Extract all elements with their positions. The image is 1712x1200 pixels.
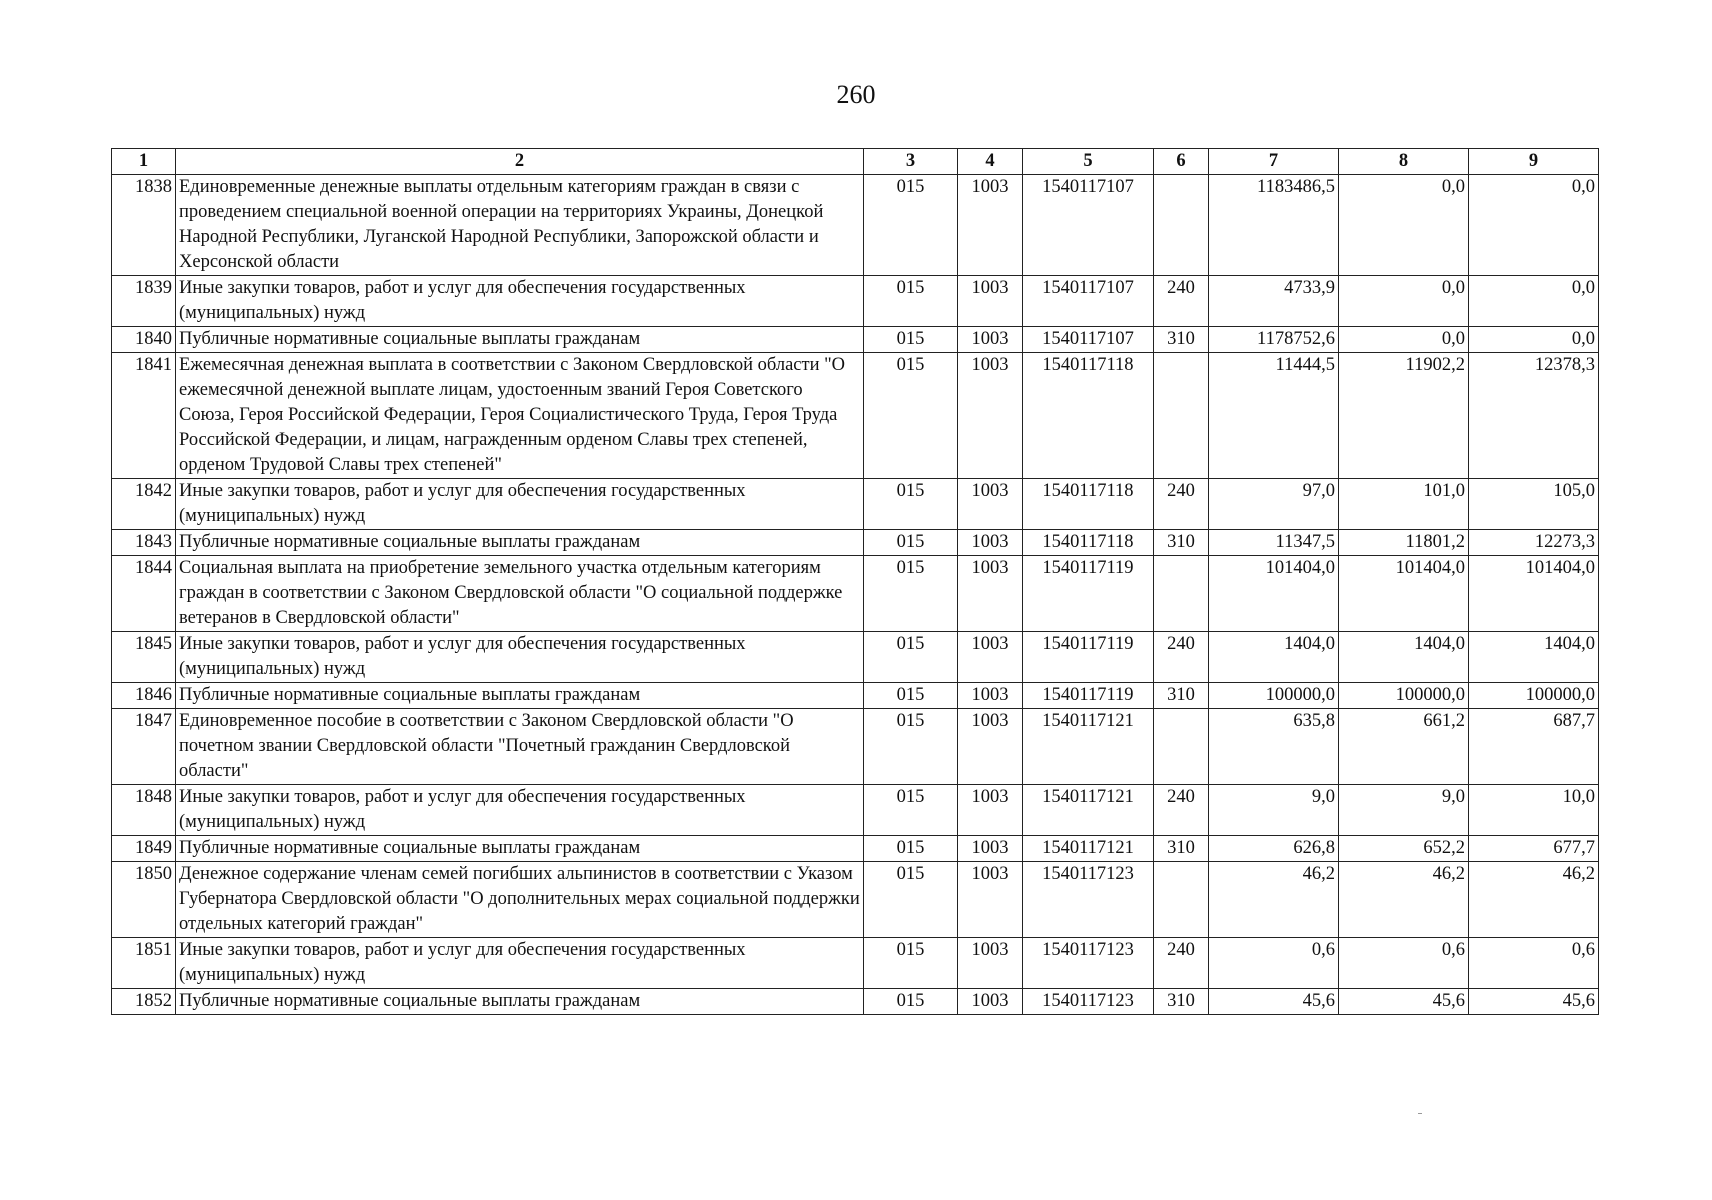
section-code-cell: 1003 bbox=[958, 175, 1023, 276]
description-cell: Публичные нормативные социальные выплаты гражданам bbox=[176, 530, 864, 556]
amount-year1-cell: 1183486,5 bbox=[1209, 175, 1339, 276]
table-row bbox=[112, 709, 1599, 785]
description-cell: Единовременные денежные выплаты отдельным категориям граждан в связи с проведением специальной военной операции на территориях Украины, Донецкой Народной Республики, Луганской Народной Республики, Запорожской области и Херсонской области bbox=[176, 175, 864, 276]
section-code-cell: 1003 bbox=[958, 938, 1023, 989]
expense-type-cell: 240 bbox=[1154, 479, 1209, 530]
row-number-cell: 1851 bbox=[112, 938, 176, 989]
description-cell: Иные закупки товаров, работ и услуг для обеспечения государственных (муниципальных) нужд bbox=[176, 785, 864, 836]
amount-year3-cell: 101404,0 bbox=[1469, 556, 1599, 632]
target-article-cell: 1540117121 bbox=[1023, 785, 1154, 836]
ministry-code-cell: 015 bbox=[864, 709, 958, 785]
section-code-cell: 1003 bbox=[958, 353, 1023, 479]
description-cell: Публичные нормативные социальные выплаты гражданам bbox=[176, 327, 864, 353]
table-row bbox=[112, 836, 1599, 862]
target-article-cell: 1540117121 bbox=[1023, 709, 1154, 785]
target-article-cell: 1540117123 bbox=[1023, 989, 1154, 1015]
section-code-cell: 1003 bbox=[958, 632, 1023, 683]
header-cell: 5 bbox=[1023, 149, 1154, 175]
expense-type-cell: 310 bbox=[1154, 836, 1209, 862]
description-cell: Иные закупки товаров, работ и услуг для обеспечения государственных (муниципальных) нужд bbox=[176, 938, 864, 989]
amount-year2-cell: 661,2 bbox=[1339, 709, 1469, 785]
section-code-cell: 1003 bbox=[958, 327, 1023, 353]
table-row bbox=[112, 175, 1599, 276]
amount-year2-cell: 101404,0 bbox=[1339, 556, 1469, 632]
description-cell: Иные закупки товаров, работ и услуг для обеспечения государственных (муниципальных) нужд bbox=[176, 276, 864, 327]
amount-year3-cell: 12273,3 bbox=[1469, 530, 1599, 556]
amount-year2-cell: 9,0 bbox=[1339, 785, 1469, 836]
section-code-cell: 1003 bbox=[958, 836, 1023, 862]
ministry-code-cell: 015 bbox=[864, 862, 958, 938]
header-cell: 3 bbox=[864, 149, 958, 175]
amount-year2-cell: 0,6 bbox=[1339, 938, 1469, 989]
section-code-cell: 1003 bbox=[958, 556, 1023, 632]
header-cell: 1 bbox=[112, 149, 176, 175]
row-number-cell: 1848 bbox=[112, 785, 176, 836]
budget-table bbox=[111, 148, 1599, 1015]
scan-mark bbox=[1418, 1113, 1422, 1114]
table-header-row bbox=[112, 149, 1599, 175]
amount-year1-cell: 97,0 bbox=[1209, 479, 1339, 530]
target-article-cell: 1540117118 bbox=[1023, 353, 1154, 479]
row-number-cell: 1842 bbox=[112, 479, 176, 530]
target-article-cell: 1540117119 bbox=[1023, 556, 1154, 632]
description-cell: Публичные нормативные социальные выплаты гражданам bbox=[176, 989, 864, 1015]
amount-year2-cell: 45,6 bbox=[1339, 989, 1469, 1015]
amount-year3-cell: 0,6 bbox=[1469, 938, 1599, 989]
expense-type-cell bbox=[1154, 175, 1209, 276]
amount-year1-cell: 9,0 bbox=[1209, 785, 1339, 836]
target-article-cell: 1540117118 bbox=[1023, 479, 1154, 530]
expense-type-cell: 240 bbox=[1154, 276, 1209, 327]
section-code-cell: 1003 bbox=[958, 862, 1023, 938]
ministry-code-cell: 015 bbox=[864, 836, 958, 862]
amount-year2-cell: 0,0 bbox=[1339, 175, 1469, 276]
table-row bbox=[112, 327, 1599, 353]
target-article-cell: 1540117121 bbox=[1023, 836, 1154, 862]
ministry-code-cell: 015 bbox=[864, 353, 958, 479]
target-article-cell: 1540117123 bbox=[1023, 862, 1154, 938]
amount-year3-cell: 10,0 bbox=[1469, 785, 1599, 836]
header-cell: 9 bbox=[1469, 149, 1599, 175]
header-cell: 8 bbox=[1339, 149, 1469, 175]
table-row bbox=[112, 556, 1599, 632]
row-number-cell: 1846 bbox=[112, 683, 176, 709]
amount-year2-cell: 11801,2 bbox=[1339, 530, 1469, 556]
amount-year3-cell: 12378,3 bbox=[1469, 353, 1599, 479]
amount-year1-cell: 0,6 bbox=[1209, 938, 1339, 989]
target-article-cell: 1540117107 bbox=[1023, 276, 1154, 327]
description-cell: Публичные нормативные социальные выплаты гражданам bbox=[176, 836, 864, 862]
amount-year1-cell: 46,2 bbox=[1209, 862, 1339, 938]
amount-year1-cell: 100000,0 bbox=[1209, 683, 1339, 709]
amount-year2-cell: 101,0 bbox=[1339, 479, 1469, 530]
amount-year1-cell: 1178752,6 bbox=[1209, 327, 1339, 353]
table-row bbox=[112, 632, 1599, 683]
amount-year3-cell: 1404,0 bbox=[1469, 632, 1599, 683]
row-number-cell: 1841 bbox=[112, 353, 176, 479]
amount-year1-cell: 11444,5 bbox=[1209, 353, 1339, 479]
header-cell: 7 bbox=[1209, 149, 1339, 175]
section-code-cell: 1003 bbox=[958, 276, 1023, 327]
expense-type-cell: 310 bbox=[1154, 327, 1209, 353]
ministry-code-cell: 015 bbox=[864, 175, 958, 276]
amount-year1-cell: 11347,5 bbox=[1209, 530, 1339, 556]
description-cell: Иные закупки товаров, работ и услуг для обеспечения государственных (муниципальных) нужд bbox=[176, 479, 864, 530]
row-number-cell: 1844 bbox=[112, 556, 176, 632]
amount-year3-cell: 46,2 bbox=[1469, 862, 1599, 938]
table-row bbox=[112, 989, 1599, 1015]
description-cell: Социальная выплата на приобретение земельного участка отдельным категориям граждан в соответствии с Законом Свердловской области "О социальной поддержке ветеранов в Свердловской области" bbox=[176, 556, 864, 632]
table-row bbox=[112, 938, 1599, 989]
header-cell: 6 bbox=[1154, 149, 1209, 175]
ministry-code-cell: 015 bbox=[864, 556, 958, 632]
section-code-cell: 1003 bbox=[958, 479, 1023, 530]
description-cell: Публичные нормативные социальные выплаты гражданам bbox=[176, 683, 864, 709]
table-row bbox=[112, 530, 1599, 556]
ministry-code-cell: 015 bbox=[864, 632, 958, 683]
expense-type-cell: 240 bbox=[1154, 785, 1209, 836]
section-code-cell: 1003 bbox=[958, 683, 1023, 709]
amount-year3-cell: 0,0 bbox=[1469, 175, 1599, 276]
amount-year1-cell: 1404,0 bbox=[1209, 632, 1339, 683]
amount-year3-cell: 100000,0 bbox=[1469, 683, 1599, 709]
amount-year1-cell: 45,6 bbox=[1209, 989, 1339, 1015]
description-cell: Денежное содержание членам семей погибших альпинистов в соответствии с Указом Губернатора Свердловской области "О дополнительных мерах социальной поддержки отдельных категорий граждан" bbox=[176, 862, 864, 938]
amount-year2-cell: 100000,0 bbox=[1339, 683, 1469, 709]
amount-year2-cell: 0,0 bbox=[1339, 276, 1469, 327]
table-row bbox=[112, 479, 1599, 530]
row-number-cell: 1847 bbox=[112, 709, 176, 785]
amount-year1-cell: 635,8 bbox=[1209, 709, 1339, 785]
expense-type-cell: 240 bbox=[1154, 938, 1209, 989]
row-number-cell: 1850 bbox=[112, 862, 176, 938]
target-article-cell: 1540117123 bbox=[1023, 938, 1154, 989]
amount-year2-cell: 11902,2 bbox=[1339, 353, 1469, 479]
amount-year2-cell: 652,2 bbox=[1339, 836, 1469, 862]
section-code-cell: 1003 bbox=[958, 709, 1023, 785]
description-cell: Единовременное пособие в соответствии с Законом Свердловской области "О почетном звании Свердловской области "Почетный гражданин Свердловской области" bbox=[176, 709, 864, 785]
row-number-cell: 1845 bbox=[112, 632, 176, 683]
ministry-code-cell: 015 bbox=[864, 989, 958, 1015]
expense-type-cell: 310 bbox=[1154, 683, 1209, 709]
ministry-code-cell: 015 bbox=[864, 530, 958, 556]
table-row bbox=[112, 683, 1599, 709]
ministry-code-cell: 015 bbox=[864, 683, 958, 709]
table-row bbox=[112, 785, 1599, 836]
expense-type-cell bbox=[1154, 353, 1209, 479]
section-code-cell: 1003 bbox=[958, 989, 1023, 1015]
ministry-code-cell: 015 bbox=[864, 785, 958, 836]
row-number-cell: 1839 bbox=[112, 276, 176, 327]
expense-type-cell bbox=[1154, 709, 1209, 785]
row-number-cell: 1843 bbox=[112, 530, 176, 556]
amount-year3-cell: 0,0 bbox=[1469, 327, 1599, 353]
expense-type-cell: 310 bbox=[1154, 530, 1209, 556]
expense-type-cell bbox=[1154, 862, 1209, 938]
row-number-cell: 1840 bbox=[112, 327, 176, 353]
section-code-cell: 1003 bbox=[958, 785, 1023, 836]
amount-year3-cell: 105,0 bbox=[1469, 479, 1599, 530]
description-cell: Ежемесячная денежная выплата в соответствии с Законом Свердловской области "О ежемесячной денежной выплате лицам, удостоенным званий Героя Советского Союза, Героя Российской Федерации, Героя Социалистического Труда, Героя Труда Российской Федерации, и лицам, награжденным орденом Славы трех степеней, орденом Трудовой Славы трех степеней" bbox=[176, 353, 864, 479]
target-article-cell: 1540117119 bbox=[1023, 632, 1154, 683]
amount-year3-cell: 45,6 bbox=[1469, 989, 1599, 1015]
ministry-code-cell: 015 bbox=[864, 327, 958, 353]
table-row bbox=[112, 353, 1599, 479]
amount-year2-cell: 1404,0 bbox=[1339, 632, 1469, 683]
ministry-code-cell: 015 bbox=[864, 479, 958, 530]
amount-year3-cell: 687,7 bbox=[1469, 709, 1599, 785]
amount-year1-cell: 101404,0 bbox=[1209, 556, 1339, 632]
header-cell: 2 bbox=[176, 149, 864, 175]
amount-year2-cell: 46,2 bbox=[1339, 862, 1469, 938]
amount-year3-cell: 0,0 bbox=[1469, 276, 1599, 327]
target-article-cell: 1540117119 bbox=[1023, 683, 1154, 709]
target-article-cell: 1540117107 bbox=[1023, 327, 1154, 353]
target-article-cell: 1540117107 bbox=[1023, 175, 1154, 276]
row-number-cell: 1849 bbox=[112, 836, 176, 862]
row-number-cell: 1838 bbox=[112, 175, 176, 276]
page-number: 260 bbox=[836, 80, 876, 109]
target-article-cell: 1540117118 bbox=[1023, 530, 1154, 556]
ministry-code-cell: 015 bbox=[864, 276, 958, 327]
header-cell: 4 bbox=[958, 149, 1023, 175]
ministry-code-cell: 015 bbox=[864, 938, 958, 989]
expense-type-cell: 240 bbox=[1154, 632, 1209, 683]
section-code-cell: 1003 bbox=[958, 530, 1023, 556]
table-row bbox=[112, 276, 1599, 327]
description-cell: Иные закупки товаров, работ и услуг для обеспечения государственных (муниципальных) нужд bbox=[176, 632, 864, 683]
amount-year2-cell: 0,0 bbox=[1339, 327, 1469, 353]
row-number-cell: 1852 bbox=[112, 989, 176, 1015]
expense-type-cell bbox=[1154, 556, 1209, 632]
amount-year3-cell: 677,7 bbox=[1469, 836, 1599, 862]
amount-year1-cell: 4733,9 bbox=[1209, 276, 1339, 327]
amount-year1-cell: 626,8 bbox=[1209, 836, 1339, 862]
expense-type-cell: 310 bbox=[1154, 989, 1209, 1015]
table-row bbox=[112, 862, 1599, 938]
